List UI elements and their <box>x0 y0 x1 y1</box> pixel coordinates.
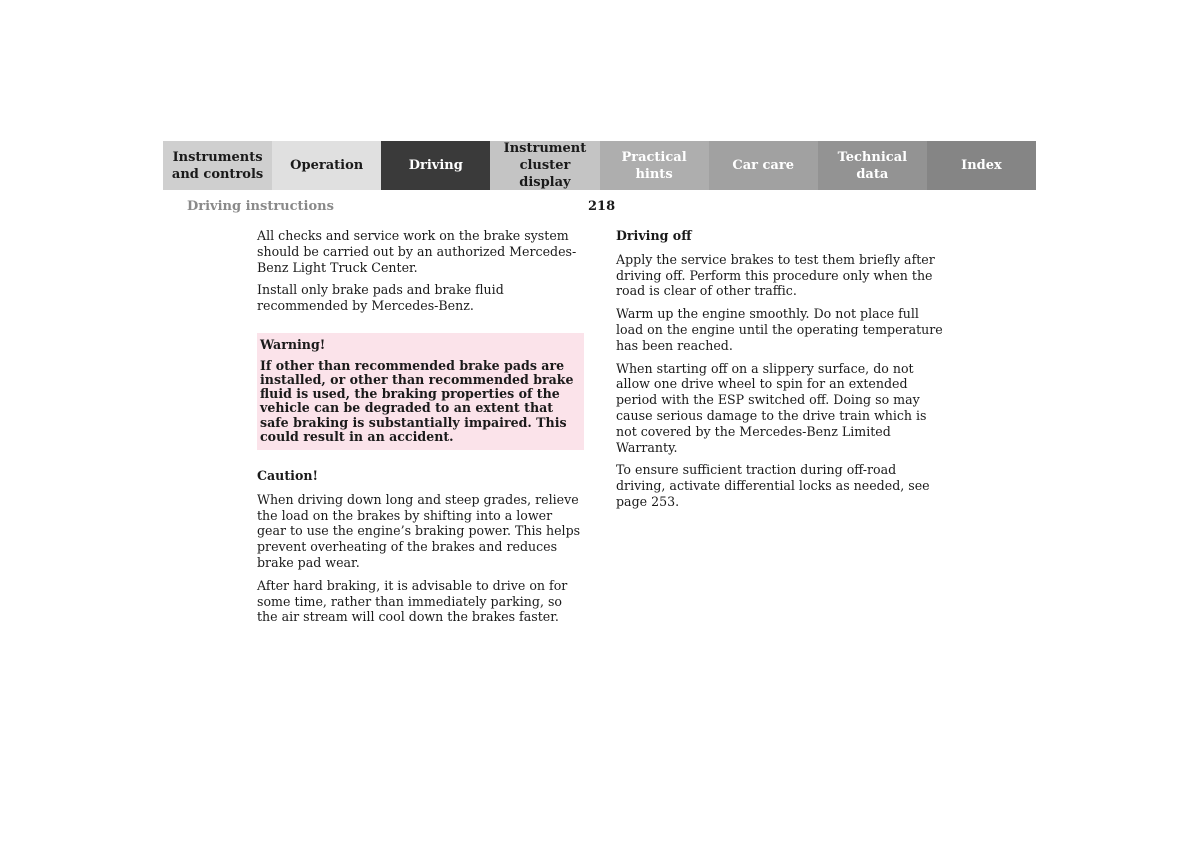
paragraph-hard-braking: After hard braking, it is advisable to drive on for some time, rather than immediately parking, so the air stream will cool down the brakes faster. <box>257 577 568 625</box>
page-number: 218 <box>588 199 616 214</box>
tab-driving[interactable]: Driving <box>381 141 490 190</box>
paragraph-slippery-surface: When starting off on a slippery surface, do not allow one drive wheel to spin for an extended period with the ESP switched off. Doing so may cause serious damage to the drive train which is not covered by the Mercedes-Benz Limited Warranty. <box>616 360 927 455</box>
paragraph-test-brakes: Apply the service brakes to test them briefly after driving off. Perform this procedure only when the road is clear of other traffic. <box>616 251 935 299</box>
warning-box <box>257 333 584 450</box>
paragraph-steep-grades: When driving down long and steep grades, relieve the load on the brakes by shifting into a lower gear to use the engine’s braking power. This helps prevent overheating of the brakes and reduces brake pad wear. <box>257 491 581 570</box>
warning-body: If other than recommended brake pads are installed, or other than recommended brake fluid is used, the braking properties of the vehicle can be degraded to an extent that safe braking is substantially impaired. This could result in an accident. <box>260 357 574 444</box>
paragraph-warm-up: Warm up the engine smoothly. Do not place full load on the engine until the operating temperature has been reached. <box>616 306 943 353</box>
paragraph-brake-pads: Install only brake pads and brake fluid recommended by Mercedes-Benz. <box>257 282 504 314</box>
tab-operation[interactable]: Operation <box>272 141 381 190</box>
tab-instruments-and-controls[interactable]: Instruments and controls <box>163 141 272 190</box>
tab-car-care[interactable]: Car care <box>709 141 818 190</box>
tab-technical-data[interactable]: Technical data <box>818 141 927 190</box>
caution-title: Caution! <box>257 468 319 483</box>
paragraph-traction: To ensure sufficient traction during off-road driving, activate differential locks as needed, see page 253. <box>616 462 930 509</box>
section-title: Driving instructions <box>187 199 334 214</box>
tab-instrument-cluster-display[interactable]: Instrument cluster display <box>490 141 599 190</box>
tab-practical-hints[interactable]: Practical hints <box>600 141 709 190</box>
warning-title: Warning! <box>260 336 326 352</box>
driving-off-heading: Driving off <box>616 228 692 243</box>
left-column <box>257 228 584 632</box>
tab-index[interactable]: Index <box>927 141 1036 190</box>
right-column <box>616 228 944 517</box>
paragraph-brake-service: All checks and service work on the brake system should be carried out by an authorized Mercedes-Benz Light Truck Center. <box>257 228 577 275</box>
chapter-nav <box>163 141 1036 190</box>
